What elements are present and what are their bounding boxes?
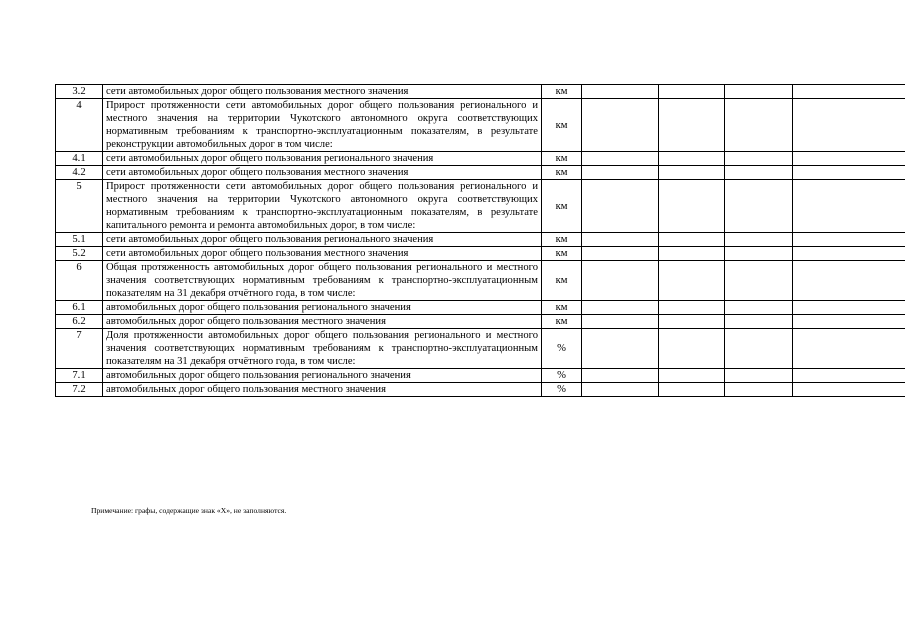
- table-row: [56, 85, 905, 99]
- row-number: 4.2: [56, 166, 103, 180]
- row-unit: %: [542, 369, 582, 383]
- value-cell: [582, 166, 659, 180]
- value-cell: [725, 233, 793, 247]
- value-cell: [793, 152, 905, 166]
- table-body: [56, 85, 905, 397]
- value-cell: [659, 369, 725, 383]
- value-cell: [793, 233, 905, 247]
- table-row: [56, 301, 905, 315]
- footnote: Примечание: графы, содержащие знак «Х», не заполняются.: [91, 506, 287, 515]
- row-number: 4.1: [56, 152, 103, 166]
- value-cell: [659, 233, 725, 247]
- value-cell: [725, 247, 793, 261]
- row-indicator: сети автомобильных дорог общего пользования регионального значения: [103, 152, 542, 166]
- table-row: [56, 233, 905, 247]
- value-cell: [659, 247, 725, 261]
- table-row: [56, 261, 905, 301]
- row-unit: км: [542, 99, 582, 152]
- value-cell: [582, 369, 659, 383]
- row-unit: км: [542, 261, 582, 301]
- table-row: [56, 315, 905, 329]
- value-cell: [582, 180, 659, 233]
- row-indicator: автомобильных дорог общего пользования регионального значения: [103, 369, 542, 383]
- row-indicator: Прирост протяженности сети автомобильных дорог общего пользования регионального и местного значения на территории Чукотского автономного округа соответствующих нормативным требованиям к транспортно-эксплуатационным показателям, в результате реконструкции автомобильных дорог в том числе:: [103, 99, 542, 152]
- row-number: 3.2: [56, 85, 103, 99]
- table-row: [56, 369, 905, 383]
- value-cell: [725, 261, 793, 301]
- row-unit: км: [542, 152, 582, 166]
- value-cell: [582, 301, 659, 315]
- value-cell: [582, 383, 659, 397]
- value-cell: [793, 261, 905, 301]
- value-cell: [793, 166, 905, 180]
- table-row: [56, 152, 905, 166]
- value-cell: [793, 99, 905, 152]
- value-cell: [659, 315, 725, 329]
- indicators-table: [55, 84, 905, 397]
- row-indicator: сети автомобильных дорог общего пользования регионального значения: [103, 233, 542, 247]
- row-number: 6.1: [56, 301, 103, 315]
- value-cell: [793, 329, 905, 369]
- value-cell: [725, 99, 793, 152]
- table-row: [56, 329, 905, 369]
- row-unit: км: [542, 85, 582, 99]
- value-cell: [725, 329, 793, 369]
- row-indicator: автомобильных дорог общего пользования местного значения: [103, 383, 542, 397]
- row-number: 7: [56, 329, 103, 369]
- row-number: 6: [56, 261, 103, 301]
- value-cell: [725, 152, 793, 166]
- row-number: 5: [56, 180, 103, 233]
- value-cell: [793, 301, 905, 315]
- row-indicator: Доля протяженности автомобильных дорог общего пользования регионального и местного значения соответствующих нормативным требованиям к транспортно-эксплуатационным показателям на 31 декабря отчётного года, в том числе:: [103, 329, 542, 369]
- row-unit: км: [542, 315, 582, 329]
- row-unit: км: [542, 166, 582, 180]
- value-cell: [582, 315, 659, 329]
- table-row: [56, 383, 905, 397]
- row-unit: %: [542, 383, 582, 397]
- row-indicator: сети автомобильных дорог общего пользования местного значения: [103, 247, 542, 261]
- value-cell: [659, 99, 725, 152]
- table-row: [56, 247, 905, 261]
- value-cell: [582, 152, 659, 166]
- row-indicator: Прирост протяженности сети автомобильных дорог общего пользования регионального и местного значения на территории Чукотского автономного округа соответствующих нормативным требованиям к транспортно-эксплуатационным показателям, в результате капитального ремонта и ремонта автомобильных дорог, в том числе:: [103, 180, 542, 233]
- row-indicator: автомобильных дорог общего пользования регионального значения: [103, 301, 542, 315]
- row-indicator: автомобильных дорог общего пользования местного значения: [103, 315, 542, 329]
- value-cell: [582, 261, 659, 301]
- value-cell: [659, 261, 725, 301]
- value-cell: [582, 329, 659, 369]
- value-cell: [793, 383, 905, 397]
- row-indicator: сети автомобильных дорог общего пользования местного значения: [103, 166, 542, 180]
- row-indicator: Общая протяженность автомобильных дорог общего пользования регионального и местного значения соответствующих нормативным требованиям к транспортно-эксплуатационным показателям на 31 декабря отчётного года, в том числе:: [103, 261, 542, 301]
- row-unit: %: [542, 329, 582, 369]
- value-cell: [725, 301, 793, 315]
- value-cell: [725, 166, 793, 180]
- value-cell: [725, 383, 793, 397]
- value-cell: [725, 315, 793, 329]
- value-cell: [725, 369, 793, 383]
- value-cell: [725, 180, 793, 233]
- value-cell: [793, 369, 905, 383]
- row-indicator: сети автомобильных дорог общего пользования местного значения: [103, 85, 542, 99]
- row-number: 4: [56, 99, 103, 152]
- value-cell: [659, 180, 725, 233]
- value-cell: [582, 233, 659, 247]
- row-number: 5.1: [56, 233, 103, 247]
- value-cell: [793, 180, 905, 233]
- row-number: 6.2: [56, 315, 103, 329]
- row-unit: км: [542, 233, 582, 247]
- row-number: 5.2: [56, 247, 103, 261]
- value-cell: [582, 85, 659, 99]
- value-cell: [659, 329, 725, 369]
- table-row: [56, 180, 905, 233]
- value-cell: [659, 383, 725, 397]
- value-cell: [793, 85, 905, 99]
- row-unit: км: [542, 180, 582, 233]
- value-cell: [659, 166, 725, 180]
- row-unit: км: [542, 247, 582, 261]
- value-cell: [659, 152, 725, 166]
- value-cell: [793, 315, 905, 329]
- value-cell: [659, 85, 725, 99]
- value-cell: [582, 99, 659, 152]
- value-cell: [659, 301, 725, 315]
- table-row: [56, 99, 905, 152]
- table-row: [56, 166, 905, 180]
- value-cell: [793, 247, 905, 261]
- row-number: 7.2: [56, 383, 103, 397]
- row-unit: км: [542, 301, 582, 315]
- row-number: 7.1: [56, 369, 103, 383]
- value-cell: [725, 85, 793, 99]
- value-cell: [582, 247, 659, 261]
